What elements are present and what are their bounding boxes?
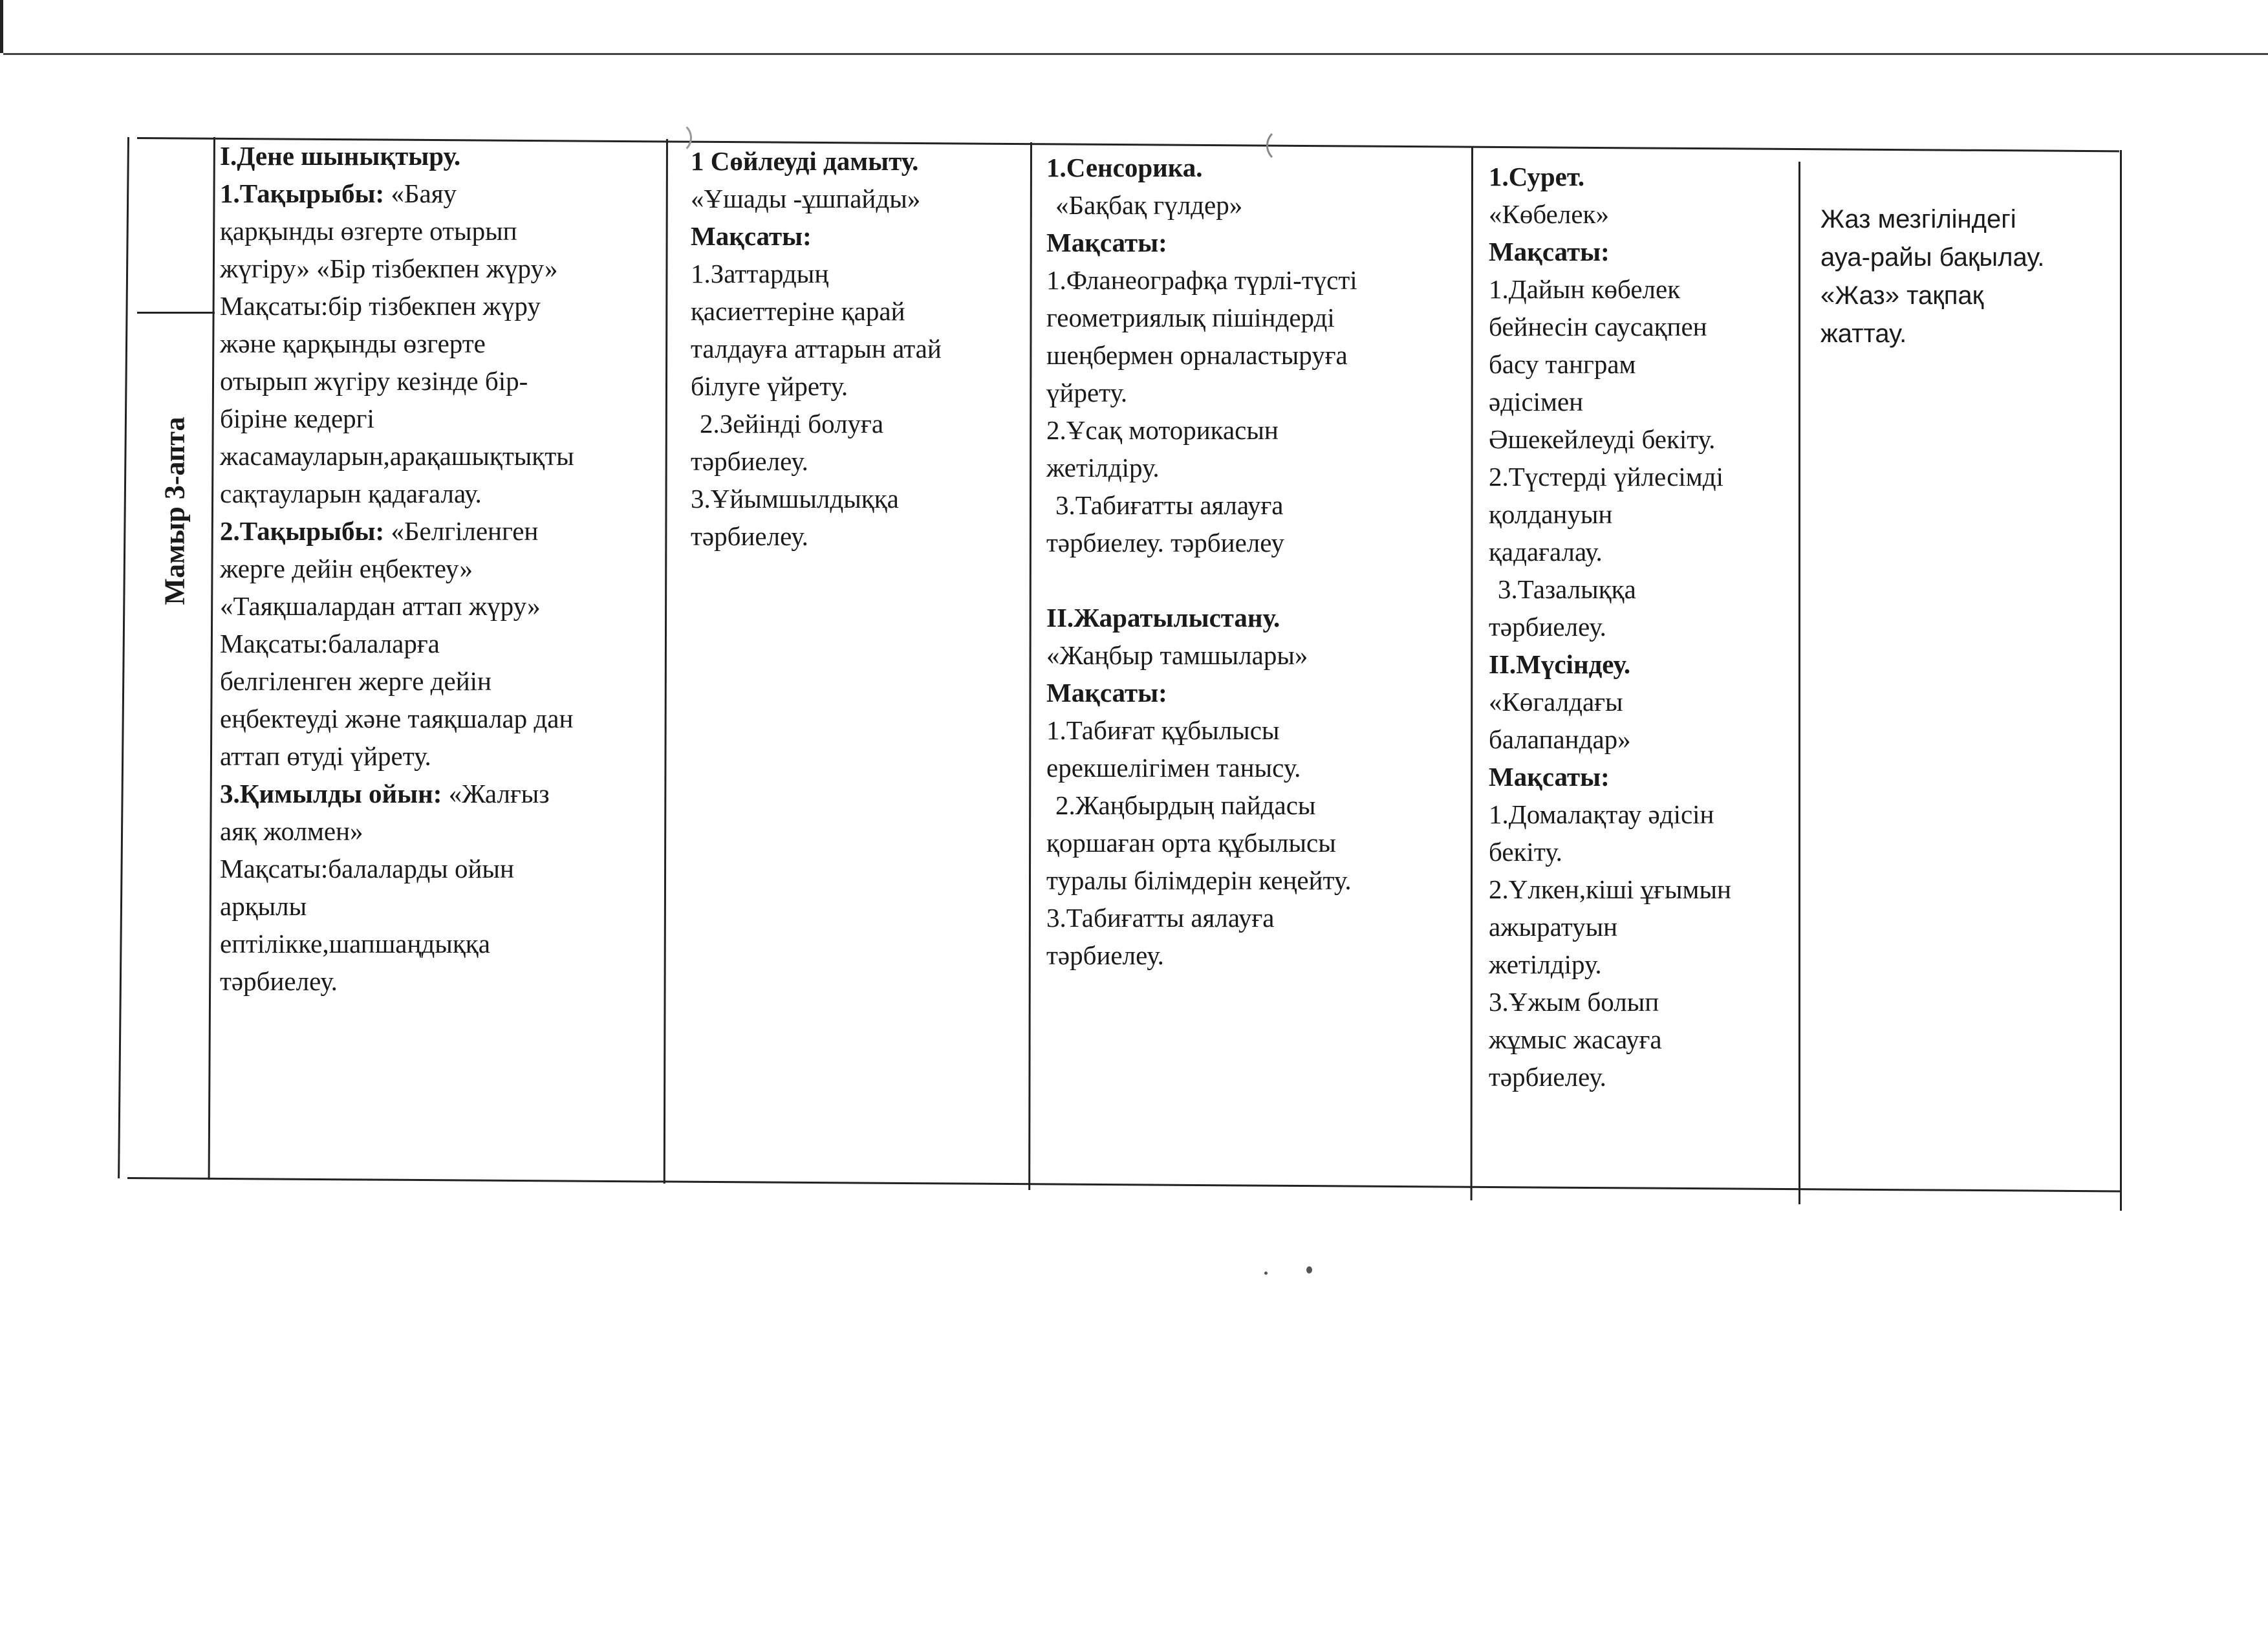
text-run: тәрбиелеу. — [691, 521, 808, 551]
cell-sensory-nature — [1046, 149, 1467, 974]
cell-line — [1489, 270, 1796, 308]
cell-line — [1046, 261, 1467, 299]
cell-line — [1046, 599, 1467, 636]
cell-line — [220, 475, 665, 512]
cell-line — [220, 175, 665, 212]
text-run: 1.Домалақтау әдісін — [1489, 799, 1714, 829]
text-run: 1.Сурет. — [1489, 162, 1585, 191]
text-run: 1.Табиғат құбылысы — [1046, 715, 1280, 745]
cell-line — [1046, 561, 1467, 599]
cell-line — [1046, 824, 1467, 861]
cell-line — [691, 217, 1027, 255]
cell-line — [1489, 983, 1796, 1021]
text-run: ептілікке,шапшаңдыққа — [220, 929, 490, 958]
text-run: бекіту. — [1489, 837, 1562, 867]
cell-line — [220, 400, 665, 437]
text-run: жетілдіру. — [1489, 949, 1602, 979]
cell-line — [691, 142, 1027, 180]
cell-line — [1489, 908, 1796, 946]
text-run: Мақсаты:балаларды ойын — [220, 854, 514, 883]
text-run: 2.Үлкен,кіші ұғымын — [1489, 874, 1731, 904]
text-run: «Баяу — [391, 179, 457, 208]
text-run: 2.Тақырыбы: — [220, 516, 391, 546]
cell-line — [220, 212, 665, 250]
cell-line — [1046, 674, 1467, 711]
scan-edge — [0, 0, 3, 53]
text-run: «Жаңбыр тамшылары» — [1046, 640, 1308, 670]
text-run: «Жаз» тақпақ — [1820, 281, 1984, 310]
cell-line — [1489, 383, 1796, 420]
cell-line — [1489, 308, 1796, 345]
text-run: әдісімен — [1489, 387, 1584, 417]
cell-line — [220, 250, 665, 287]
text-run: қасиеттеріне қарай — [691, 296, 905, 326]
column-divider — [1471, 147, 1473, 1200]
cell-line — [220, 362, 665, 400]
text-run: бейнесін саусақпен — [1489, 312, 1707, 341]
cell-line — [220, 137, 665, 175]
cell-line — [220, 437, 665, 475]
text-run: басу танграм — [1489, 349, 1636, 379]
cell-line — [1046, 899, 1467, 937]
cell-line — [691, 480, 1027, 517]
text-run: 3.Ұжым болып — [1489, 987, 1659, 1017]
text-run: «Жалғыз — [448, 779, 550, 808]
text-run: жерге дейін еңбектеу» — [220, 554, 473, 583]
text-run: үйрету. — [1046, 378, 1128, 407]
text-run: Жаз мезгіліндегі — [1820, 205, 2016, 233]
text-run: қоршаған орта құбылысы — [1046, 828, 1336, 858]
text-run: жетілдіру. — [1046, 453, 1160, 482]
text-run: арқылы — [220, 891, 307, 921]
text-run: аттап өтуді үйрету. — [220, 741, 431, 771]
table-border-right — [2120, 150, 2122, 1211]
cell-line — [1046, 374, 1467, 411]
cell-line — [220, 775, 665, 812]
cell-line — [1046, 149, 1467, 186]
text-run: отырып жүгіру кезінде бір- — [220, 366, 528, 396]
text-run: талдауға аттарын атай — [691, 334, 942, 363]
text-run: қарқынды өзгерте отырып — [220, 216, 517, 246]
week-label: Мамыр 3-апта — [158, 417, 191, 605]
text-run: білуге үйрету. — [691, 371, 848, 401]
cell-line — [691, 405, 1027, 442]
text-run: 1.Заттардың — [691, 259, 829, 288]
text-run: 3.Табиғатты аялауға — [1046, 903, 1275, 933]
text-run: 2.Түстерді үйлесімді — [1489, 462, 1723, 492]
text-run: 3.Табиғатты аялауға — [1055, 490, 1284, 520]
text-run: «Белгіленген — [391, 516, 539, 546]
text-run: «Ұшады -ұшпайды» — [691, 184, 921, 213]
cell-line — [220, 587, 665, 625]
cell-line — [1046, 937, 1467, 974]
cell-line — [1820, 239, 2111, 277]
cell-line — [220, 925, 665, 962]
text-run: аяқ жолмен» — [220, 816, 363, 846]
text-run: «Бақбақ гүлдер» — [1055, 190, 1243, 220]
cell-line — [220, 887, 665, 925]
cell-line — [1046, 449, 1467, 486]
cell-line — [1489, 683, 1796, 720]
cell-line — [1489, 645, 1796, 683]
cell-line — [1046, 224, 1467, 261]
text-run: тәрбиелеу. тәрбиелеу — [1046, 528, 1284, 558]
cell-line — [220, 962, 665, 1000]
cell-line — [220, 737, 665, 775]
text-run: 2.Жаңбырдың пайдасы — [1055, 790, 1316, 820]
text-run: қолдануын — [1489, 499, 1613, 529]
text-run: Мақсаты: — [691, 221, 812, 251]
cell-line — [220, 812, 665, 850]
cell-line — [691, 330, 1027, 367]
text-run: 3.Қимылды ойын: — [220, 779, 449, 808]
cell-line — [220, 287, 665, 325]
text-run: ерекшелігімен танысу. — [1046, 753, 1301, 783]
scan-speck — [1264, 1272, 1268, 1275]
cell-line — [1489, 195, 1796, 233]
cell-line — [691, 442, 1027, 480]
cell-line — [1489, 458, 1796, 495]
cell-physical-education — [220, 137, 665, 1000]
text-run: 2.Ұсақ моторикасын — [1046, 415, 1279, 445]
text-run: Әшекейлеуді бекіту. — [1489, 424, 1716, 454]
scan-edge — [3, 53, 2268, 55]
text-run: 1.Сенсорика. — [1046, 153, 1203, 182]
cell-line — [1489, 533, 1796, 570]
cell-line — [691, 255, 1027, 292]
text-run: ауа-райы бақылау. — [1820, 243, 2045, 272]
cell-line — [691, 292, 1027, 330]
text-run: Мақсаты: — [1046, 228, 1167, 257]
text-run: 1.Тақырыбы: — [220, 179, 391, 208]
cell-line — [1489, 233, 1796, 270]
text-run: сақтауларын қадағалау. — [220, 479, 482, 508]
cell-line — [1820, 315, 2111, 353]
text-run: «Таяқшалардан аттап жүру» — [220, 591, 541, 621]
cell-drawing-modeling — [1489, 158, 1796, 1096]
cell-line — [220, 850, 665, 887]
text-run: Мақсаты: — [1046, 678, 1167, 708]
cell-line — [1489, 495, 1796, 533]
cell-line — [1489, 608, 1796, 645]
text-run: тәрбиелеу. — [691, 446, 808, 476]
scan-speck — [1306, 1266, 1312, 1273]
cell-line — [220, 625, 665, 662]
cell-line — [1046, 786, 1467, 824]
text-run: ажыратуын — [1489, 912, 1618, 942]
text-run: «Көбелек» — [1489, 199, 1609, 229]
text-run: 1 Сөйлеуді дамыту. — [691, 146, 919, 176]
text-run: «Көгалдағы — [1489, 687, 1623, 717]
cell-line — [1489, 871, 1796, 908]
text-run: белгіленген жерге дейін — [220, 666, 491, 696]
cell-line — [1489, 1058, 1796, 1096]
text-run: және қарқынды өзгерте — [220, 329, 486, 358]
cell-line — [1489, 720, 1796, 758]
cell-line — [1046, 636, 1467, 674]
column-divider — [1798, 162, 1800, 1204]
cell-line — [1489, 946, 1796, 983]
text-run: Мақсаты: — [1489, 762, 1610, 792]
text-run: Мақсаты: — [1489, 237, 1610, 266]
cell-line — [691, 517, 1027, 555]
table-border-left — [118, 137, 129, 1178]
cell-line — [1820, 200, 2111, 239]
text-run: Мақсаты:балаларға — [220, 629, 440, 658]
cell-line — [1489, 570, 1796, 608]
cell-line — [220, 550, 665, 587]
cell-line — [1046, 486, 1467, 524]
cell-line — [1046, 336, 1467, 374]
cell-line — [1046, 861, 1467, 899]
cell-line — [691, 367, 1027, 405]
text-run: туралы білімдерін кеңейту. — [1046, 865, 1352, 895]
text-run: жүгіру» «Бір тізбекпен жүру» — [220, 254, 558, 283]
cell-speech-development — [691, 142, 1027, 555]
text-run: біріне кедергі — [220, 404, 374, 433]
text-run: еңбектеуді және таяқшалар дан — [220, 704, 574, 733]
text-run: тәрбиелеу. — [1489, 1062, 1606, 1092]
cell-line — [691, 180, 1027, 217]
cell-line — [1489, 158, 1796, 195]
cell-line — [220, 662, 665, 700]
cell-line — [1489, 758, 1796, 796]
text-run: жасамауларын,арақашықтықты — [220, 441, 574, 471]
text-run: II.Мүсіндеу. — [1489, 649, 1631, 679]
cell-line — [1489, 833, 1796, 871]
row-divider — [137, 312, 215, 314]
text-run: 1.Дайын көбелек — [1489, 274, 1681, 304]
text-run: қадағалау. — [1489, 537, 1603, 567]
cell-line — [1489, 796, 1796, 833]
text-run: II.Жаратылыстану. — [1046, 603, 1280, 633]
text-run: жаттау. — [1820, 319, 1907, 348]
cell-line — [1046, 524, 1467, 561]
cell-line — [1489, 345, 1796, 383]
text-run: тәрбиелеу. — [220, 966, 338, 996]
text-run: Мақсаты:бір тізбекпен жүру — [220, 291, 541, 321]
text-run: 3.Ұйымшылдыққа — [691, 484, 899, 514]
text-run: шеңбермен орналастыруға — [1046, 340, 1348, 370]
column-divider — [208, 137, 215, 1180]
cell-line — [1046, 186, 1467, 224]
cell-line — [1489, 420, 1796, 458]
text-run: I.Дене шынықтыру. — [220, 141, 461, 171]
column-divider — [1028, 142, 1032, 1190]
text-run: жұмыс жасауға — [1489, 1024, 1662, 1054]
text-run: 3.Тазалыққа — [1498, 574, 1636, 604]
cell-line — [1046, 299, 1467, 336]
table-border-bottom — [127, 1177, 2121, 1192]
cell-line — [1046, 711, 1467, 749]
cell-line — [1046, 411, 1467, 449]
cell-line — [220, 700, 665, 737]
text-run: 1.Фланеографқа түрлі-түсті — [1046, 265, 1357, 295]
cell-line — [1489, 1021, 1796, 1058]
text-run: тәрбиелеу. — [1046, 940, 1164, 970]
text-run: 2.Зейінді болуға — [700, 409, 884, 439]
cell-line — [220, 512, 665, 550]
cell-line — [220, 325, 665, 362]
text-run: балапандар» — [1489, 724, 1631, 754]
cell-line — [1046, 749, 1467, 786]
cell-walk-observation — [1820, 200, 2111, 353]
text-run: геометриялық пішіндерді — [1046, 303, 1335, 332]
text-run: тәрбиелеу. — [1489, 612, 1606, 642]
cell-line — [1820, 277, 2111, 315]
